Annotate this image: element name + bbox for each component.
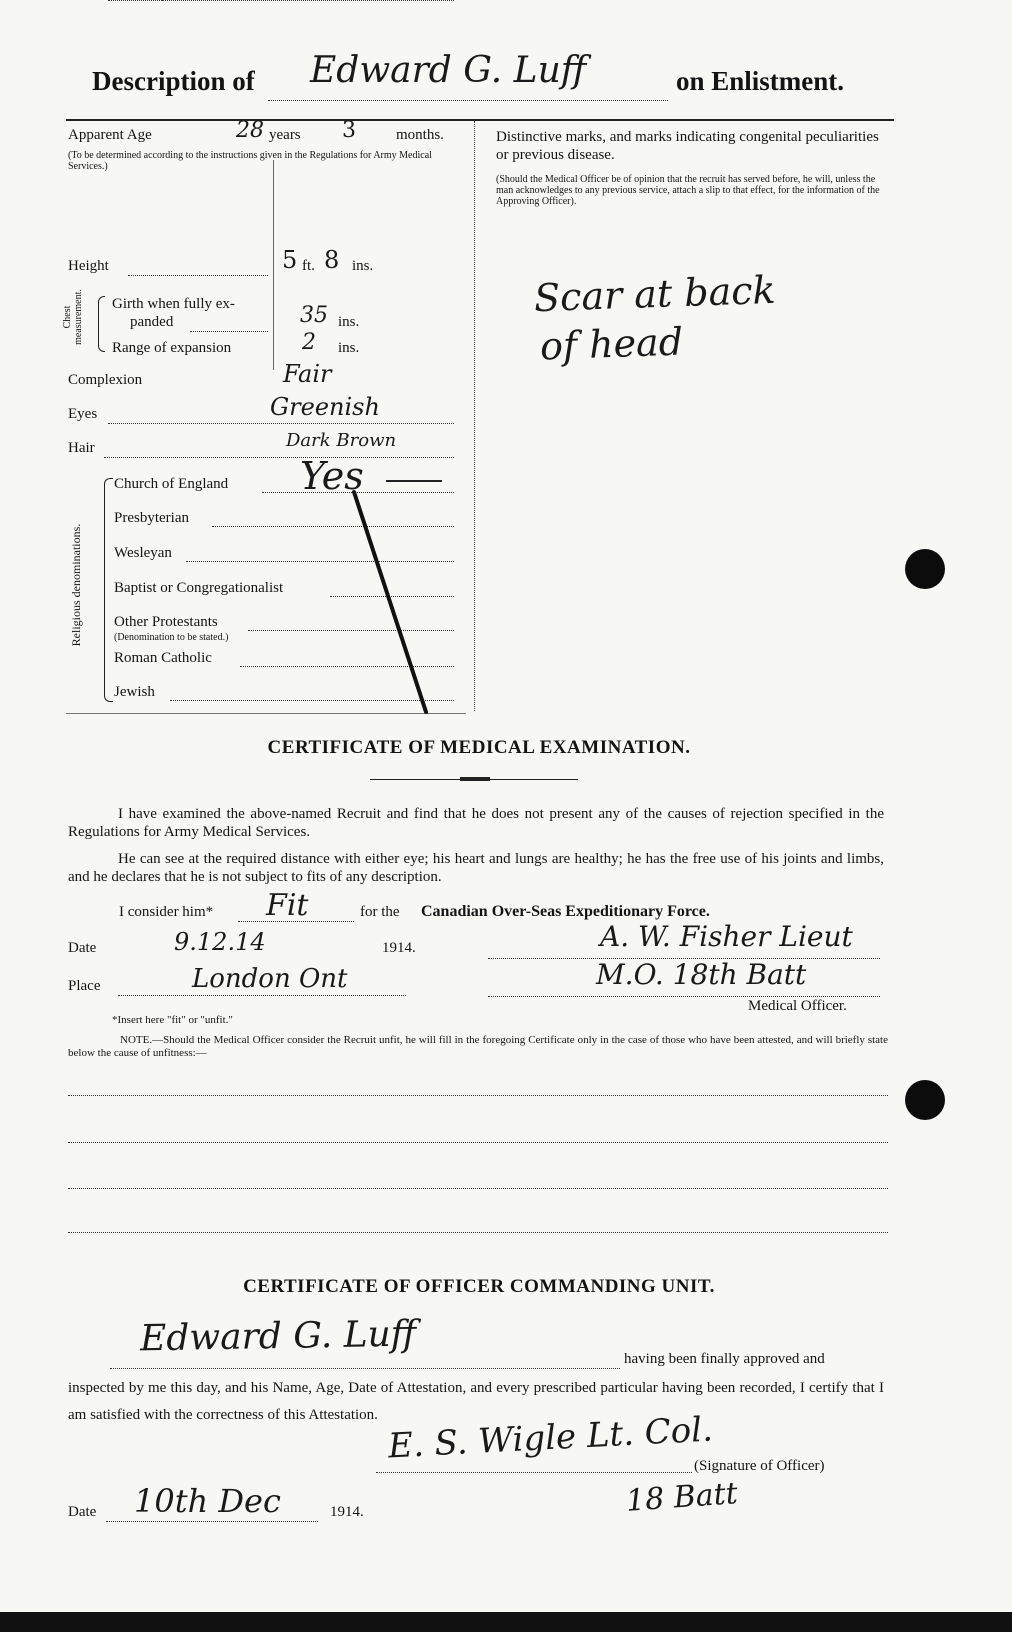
religion-item: Roman Catholic <box>114 650 212 666</box>
medical-paragraph-2: He can see at the required distance with either eye; his heart and lungs are healthy; he has the free use of his joints and limbs, and he declares that he is not subject to fits of any description. <box>68 851 884 885</box>
religion-brace <box>104 478 113 702</box>
eyes-line <box>108 423 454 424</box>
chest-girth-line <box>190 331 268 332</box>
commanding-signature-2: 18 Batt <box>624 1476 739 1519</box>
chest-girth-ins-label: ins. <box>338 314 360 330</box>
religion-item: Other Protestants <box>114 614 218 630</box>
religion-item: Baptist or Congregationalist <box>114 580 284 596</box>
medical-title: CERTIFICATE OF MEDICAL EXAMINATION. <box>267 737 691 758</box>
header-prefix: Description of <box>92 66 255 96</box>
commanding-signature-line <box>376 1472 692 1473</box>
hair-value: Dark Brown <box>286 430 397 451</box>
medical-note: NOTE.—Should the Medical Officer consider the Recruit unfit, he will fill in the foregoing Certificate only in the case of those who have been attested, and will briefly state below the cause of unfitness:— <box>68 1034 888 1059</box>
religion-item: Jewish <box>114 684 155 700</box>
commanding-name: Edward G. Luff <box>139 1313 417 1360</box>
medical-officer-label: Medical Officer. <box>748 998 847 1014</box>
eyes-value: Greenish <box>270 393 380 421</box>
medical-place-value: London Ont <box>192 964 348 994</box>
medical-place-line <box>118 995 406 996</box>
height-feet-value: 5 <box>282 246 298 274</box>
hair-label: Hair <box>68 440 95 456</box>
medical-place-label: Place <box>68 978 101 994</box>
consider-prefix: I consider him* <box>119 904 214 920</box>
religion-item: Presbyterian <box>114 510 189 526</box>
age-note: (To be determined according to the instructions given in the Regulations for Army Medical Services.) <box>68 150 432 172</box>
medical-date-label: Date <box>68 940 97 956</box>
religion-other-note: (Denomination to be stated.) <box>114 632 229 643</box>
commanding-signature-label: (Signature of Officer) <box>694 1458 825 1474</box>
table-top-rule <box>66 119 894 121</box>
commanding-date-label: Date <box>68 1504 97 1520</box>
scan-border <box>0 1612 1012 1632</box>
commanding-name-line <box>110 1368 620 1369</box>
chest-brace <box>98 296 105 352</box>
religion-pen-stroke <box>340 480 440 720</box>
commanding-title: CERTIFICATE OF OFFICER COMMANDING UNIT. <box>243 1276 715 1297</box>
chest-range-label: Range of expansion <box>112 340 232 356</box>
consider-suffix: for the <box>360 904 400 920</box>
punch-hole <box>905 1080 945 1120</box>
officer-signature-1: A. W. Fisher Lieut <box>600 920 853 953</box>
medical-date-value: 9.12.14 <box>174 928 266 956</box>
commanding-date-value: 10th Dec <box>134 1482 281 1520</box>
medical-date-year: 1914. <box>382 940 416 956</box>
chest-group-label: Chest measurement. <box>62 289 84 345</box>
commanding-signature: E. S. Wigle Lt. Col. <box>387 1409 714 1467</box>
officer-signature-2: M.O. 18th Batt <box>596 958 807 991</box>
marks-value-line1: Scar at back <box>533 267 777 321</box>
officer-signature-line-2 <box>488 996 880 997</box>
marks-note: (Should the Medical Officer be of opinion that the recruit has served before, he will, unless the man acknowledges to any previous service, attach a slip to that effect, for the information of the Approving Officer). <box>496 174 880 207</box>
commanding-text-1: having been finally approved and <box>624 1351 825 1367</box>
insert-note: *Insert here "fit" or "unfit." <box>112 1014 233 1026</box>
religion-item: Church of England <box>114 476 229 492</box>
consider-value: Fit <box>266 888 309 923</box>
age-months-label: months. <box>396 127 444 143</box>
header-name: Edward G. Luff <box>310 50 587 91</box>
header-name-line <box>268 100 668 101</box>
chest-range-value: 2 <box>302 330 316 355</box>
complexion-value: Fair <box>283 360 332 388</box>
unfitness-line <box>68 1142 888 1143</box>
religion-answer: Yes <box>300 454 364 498</box>
height-ft-label: ft. <box>302 258 315 274</box>
height-ins-label: ins. <box>352 258 374 274</box>
unfitness-line <box>68 1188 888 1189</box>
unfitness-line <box>68 1095 888 1096</box>
height-inches-value: 8 <box>324 246 340 274</box>
value-column-line <box>273 160 275 370</box>
complexion-label: Complexion <box>68 372 143 388</box>
medical-title-rule-center <box>460 777 490 781</box>
medical-paragraph-1: I have examined the above-named Recruit and find that he does not present any of the causes of rejection specified in the Regulations for Army Medical Services. <box>68 806 884 840</box>
religion-item: Wesleyan <box>114 545 172 561</box>
age-months-value: 3 <box>342 118 356 143</box>
age-years-value: 28 <box>236 118 264 143</box>
commanding-date-line <box>106 1521 318 1522</box>
age-label: Apparent Age <box>68 127 152 143</box>
commanding-text-2: inspected by me this day, and his Name, Age, Date of Attestation, and every prescribed particular having been recorded, I certify that I am satisfied with the correctness of this Attestation. <box>68 1380 884 1423</box>
force-name: Canadian Over-Seas Expeditionary Force. <box>421 903 710 920</box>
eyes-label: Eyes <box>68 406 98 422</box>
chest-range-ins-label: ins. <box>338 340 360 356</box>
chest-girth-label-2: panded <box>130 314 174 330</box>
hair-line <box>104 457 454 458</box>
chest-girth-label-1: Girth when fully ex- <box>112 296 235 312</box>
height-line <box>128 275 268 276</box>
height-label: Height <box>68 258 109 274</box>
unfitness-line <box>68 1232 888 1233</box>
marks-value-line2: of head <box>539 319 684 369</box>
marks-heading: Distinctive marks, and marks indicating congenital peculiarities or previous disease. <box>496 129 879 163</box>
age-years-label: years <box>269 127 301 143</box>
column-divider <box>474 121 476 711</box>
religion-group-label: Religious denominations. <box>69 523 83 647</box>
medical-date-line <box>108 0 380 1</box>
header-suffix: on Enlistment. <box>676 66 845 96</box>
punch-hole <box>905 549 945 589</box>
chest-girth-value: 35 <box>300 303 328 328</box>
commanding-date-year: 1914. <box>330 1504 364 1520</box>
